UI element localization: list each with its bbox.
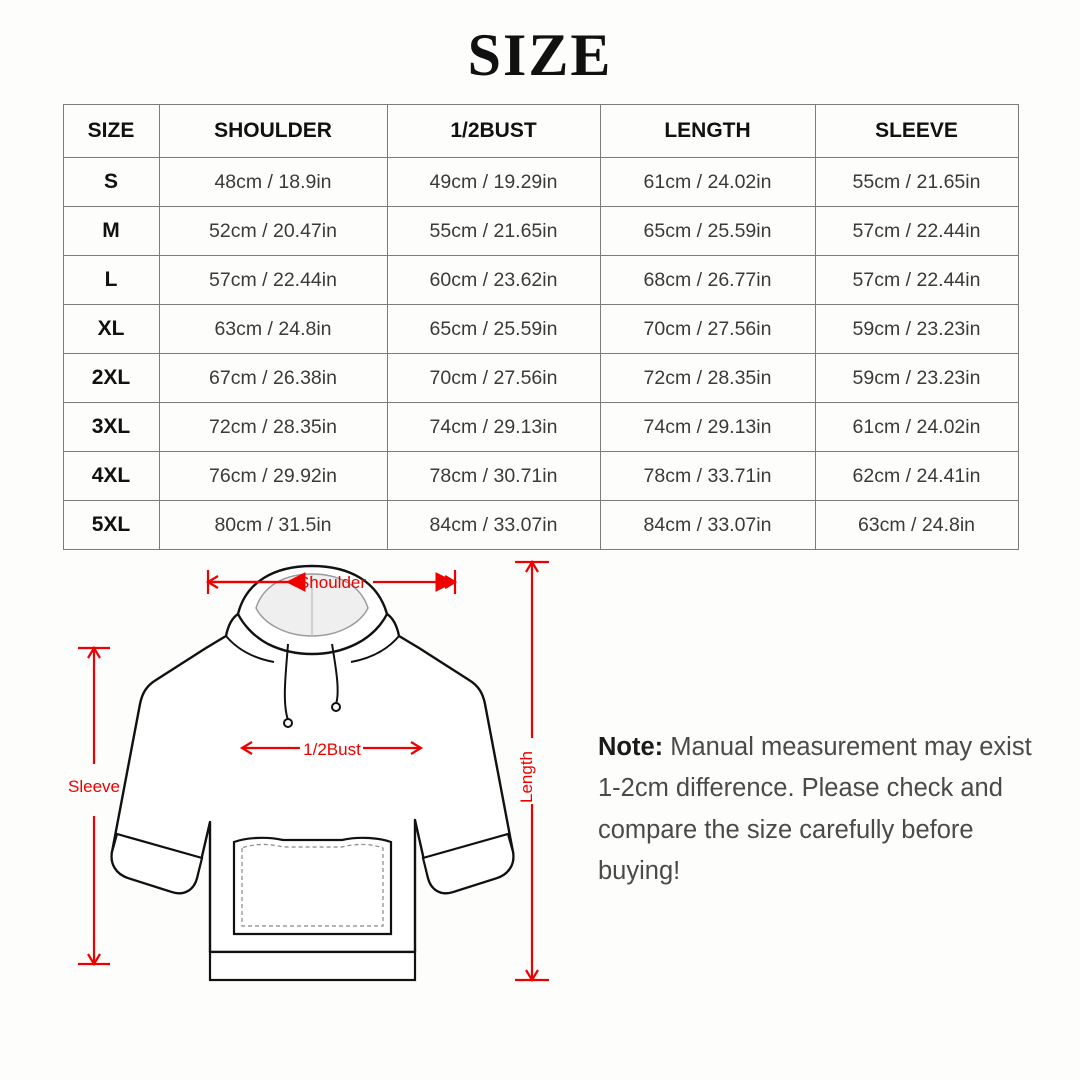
cell-bust: 70cm / 27.56in — [387, 354, 600, 403]
cell-length: 68cm / 26.77in — [600, 256, 815, 305]
cell-shoulder: 72cm / 28.35in — [159, 403, 387, 452]
cell-length: 72cm / 28.35in — [600, 354, 815, 403]
table-row — [63, 452, 1018, 501]
cell-shoulder: 48cm / 18.9in — [159, 158, 387, 207]
cell-sleeve: 57cm / 22.44in — [815, 207, 1018, 256]
column-header-sleeve: SLEEVE — [815, 105, 1018, 158]
cell-bust: 60cm / 23.62in — [387, 256, 600, 305]
table-row — [63, 305, 1018, 354]
cell-bust: 84cm / 33.07in — [387, 501, 600, 550]
hoodie-outline — [112, 614, 514, 952]
cell-size: 3XL — [63, 403, 159, 452]
hoodie-svg — [60, 552, 580, 1022]
sleeve-measure-line — [78, 648, 110, 964]
cell-length: 70cm / 27.56in — [600, 305, 815, 354]
note-label: Note: — [598, 733, 664, 761]
waist-hem — [210, 952, 415, 980]
table-row — [63, 403, 1018, 452]
size-table-container — [63, 104, 1018, 550]
column-header-length: LENGTH — [600, 105, 815, 158]
table-row — [63, 207, 1018, 256]
cell-sleeve: 57cm / 22.44in — [815, 256, 1018, 305]
cell-shoulder: 57cm / 22.44in — [159, 256, 387, 305]
illustration-section — [0, 552, 1080, 1080]
sleeve-label: Sleeve — [68, 777, 120, 796]
column-header-shoulder: SHOULDER — [159, 105, 387, 158]
cell-bust: 49cm / 19.29in — [387, 158, 600, 207]
note-text: Manual measurement may exist 1-2cm difference. Please check and compare the size carefully before buying! — [598, 733, 1032, 885]
cell-shoulder: 76cm / 29.92in — [159, 452, 387, 501]
cell-length: 61cm / 24.02in — [600, 158, 815, 207]
cell-bust: 55cm / 21.65in — [387, 207, 600, 256]
cell-shoulder: 52cm / 20.47in — [159, 207, 387, 256]
table-header-row — [63, 105, 1018, 158]
length-label: Length — [517, 751, 536, 803]
cell-bust: 74cm / 29.13in — [387, 403, 600, 452]
cell-sleeve: 59cm / 23.23in — [815, 305, 1018, 354]
cell-length: 74cm / 29.13in — [600, 403, 815, 452]
cell-shoulder: 80cm / 31.5in — [159, 501, 387, 550]
cell-bust: 65cm / 25.59in — [387, 305, 600, 354]
cell-size: L — [63, 256, 159, 305]
cell-size: XL — [63, 305, 159, 354]
cell-shoulder: 63cm / 24.8in — [159, 305, 387, 354]
column-header-bust: 1/2BUST — [387, 105, 600, 158]
cell-sleeve: 59cm / 23.23in — [815, 354, 1018, 403]
cell-sleeve: 61cm / 24.02in — [815, 403, 1018, 452]
cell-shoulder: 67cm / 26.38in — [159, 354, 387, 403]
cell-sleeve: 63cm / 24.8in — [815, 501, 1018, 550]
cell-sleeve: 62cm / 24.41in — [815, 452, 1018, 501]
cell-bust: 78cm / 30.71in — [387, 452, 600, 501]
cell-length: 65cm / 25.59in — [600, 207, 815, 256]
table-row — [63, 256, 1018, 305]
bust-label: 1/2Bust — [303, 740, 361, 759]
cell-size: 4XL — [63, 452, 159, 501]
table-row — [63, 158, 1018, 207]
cell-size: 2XL — [63, 354, 159, 403]
hoodie-measurement-diagram — [60, 552, 580, 1022]
shoulder-label: Shoulder — [297, 573, 367, 592]
cell-sleeve: 55cm / 21.65in — [815, 158, 1018, 207]
column-header-size: SIZE — [63, 105, 159, 158]
cell-size: S — [63, 158, 159, 207]
cell-size: M — [63, 207, 159, 256]
size-table — [63, 104, 1019, 550]
page-title: SIZE — [467, 22, 613, 88]
table-row — [63, 354, 1018, 403]
note-block — [598, 727, 1038, 892]
cell-length: 84cm / 33.07in — [600, 501, 815, 550]
table-row — [63, 501, 1018, 550]
cell-length: 78cm / 33.71in — [600, 452, 815, 501]
cell-size: 5XL — [63, 501, 159, 550]
